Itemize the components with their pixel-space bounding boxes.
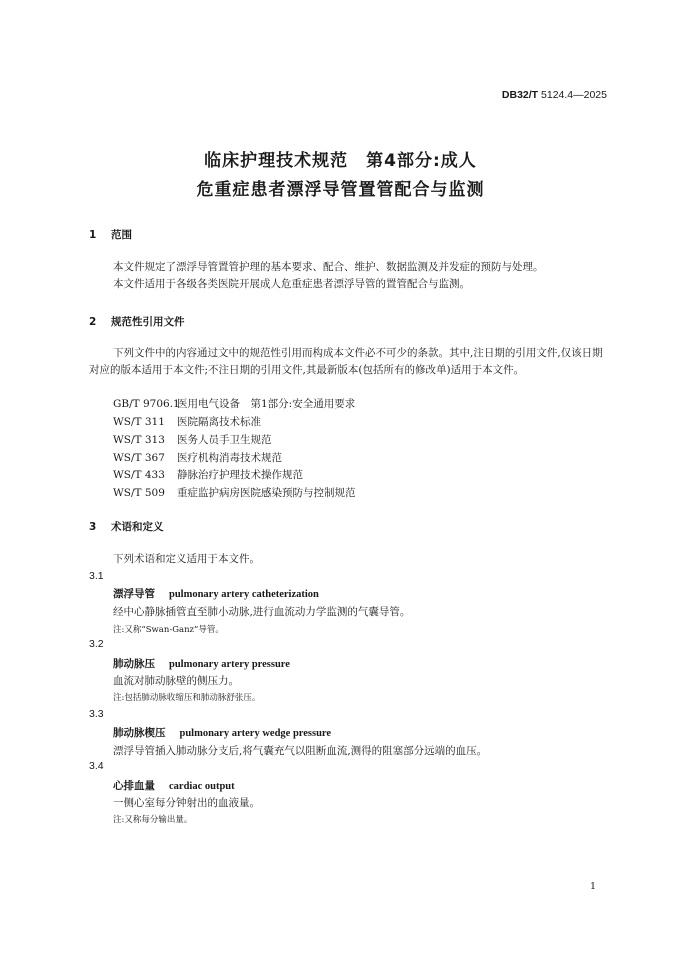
- reference-title: 医院隔离技术标准: [177, 416, 261, 428]
- standard-number: 5124.4—2025: [541, 89, 607, 101]
- section-number: 3: [89, 521, 97, 533]
- reference-item: [113, 396, 355, 411]
- section-number: 1: [89, 229, 97, 241]
- reference-item: [113, 450, 282, 465]
- term-heading: [113, 778, 235, 793]
- term-number: 3.1: [89, 570, 104, 582]
- term-note: 注:又称“Swan-Ganz”导管。: [113, 625, 224, 635]
- term-definition: 经中心静脉插管直至肺小动脉,进行血流动力学监测的气囊导管。: [113, 606, 411, 618]
- section-number: 2: [89, 316, 97, 328]
- section-2-heading: [89, 314, 185, 329]
- reference-title: 静脉治疗护理技术操作规范: [177, 469, 303, 481]
- section-title: 术语和定义: [111, 521, 164, 533]
- section-3-intro: 下列术语和定义适用于本文件。: [113, 553, 260, 565]
- reference-code: WS/T 311: [113, 416, 165, 428]
- reference-code: WS/T 367: [113, 452, 165, 464]
- term-definition: 一侧心室每分钟射出的血液量。: [113, 797, 260, 809]
- standard-code: [502, 89, 607, 101]
- reference-item: [113, 467, 303, 482]
- term-en: pulmonary artery pressure: [169, 659, 290, 670]
- reference-code: WS/T 313: [113, 434, 165, 446]
- term-number: 3.2: [89, 638, 104, 650]
- term-en: cardiac output: [169, 781, 235, 792]
- reference-title: 医疗机构消毒技术规范: [177, 452, 282, 464]
- term-zh: 肺动脉压: [113, 658, 155, 670]
- section-2-paragraph: 下列文件中的内容通过文中的规范性引用而构成本文件必不可少的条款。其中,注日期的引用文件,仅该日期对应的版本适用于本文件;不注日期的引用文件,其最新版本(包括所有的修改单)适用于本文件。: [89, 347, 603, 376]
- term-definition: 血流对肺动脉壁的侧压力。: [113, 675, 239, 687]
- term-zh: 肺动脉楔压: [113, 727, 166, 739]
- term-heading: [113, 656, 290, 671]
- term-zh: 漂浮导管: [113, 588, 155, 600]
- term-note: 注:又称每分输出量。: [113, 815, 193, 825]
- reference-title: 医用电气设备 第1部分:安全通用要求: [177, 398, 356, 410]
- reference-item: [113, 485, 356, 500]
- term-en: pulmonary artery catheterization: [169, 589, 319, 600]
- term-heading: [113, 725, 331, 740]
- term-number: 3.3: [89, 708, 104, 720]
- page-number: 1: [589, 881, 596, 892]
- section-3-heading: [89, 519, 164, 534]
- reference-title: 重症监护病房医院感染预防与控制规范: [177, 487, 356, 499]
- document-title-line2: 危重症患者漂浮导管置管配合与监测: [196, 180, 485, 200]
- term-heading: [113, 586, 319, 601]
- document-title-line1: 临床护理技术规范 第4部分:成人: [204, 151, 477, 171]
- section-1-paragraph-1: 本文件规定了漂浮导管置管护理的基本要求、配合、维护、数据监测及并发症的预防与处理。: [113, 261, 544, 273]
- reference-item: [113, 432, 272, 447]
- reference-code: WS/T 509: [113, 487, 165, 499]
- section-1-heading: [89, 227, 132, 242]
- section-title: 范围: [111, 229, 132, 241]
- reference-code: GB/T 9706.1: [113, 398, 180, 410]
- term-number: 3.4: [89, 760, 104, 772]
- term-zh: 心排血量: [113, 780, 155, 792]
- reference-title: 医务人员手卫生规范: [177, 434, 272, 446]
- term-definition: 漂浮导管插入肺动脉分支后,将气囊充气以阻断血流,测得的阻塞部分远端的血压。: [113, 745, 488, 757]
- term-en: pulmonary artery wedge pressure: [179, 728, 332, 739]
- section-1-paragraph-2: 本文件适用于各级各类医院开展成人危重症患者漂浮导管的置管配合与监测。: [113, 278, 470, 290]
- reference-item: [113, 414, 261, 429]
- section-title: 规范性引用文件: [111, 316, 185, 328]
- reference-code: WS/T 433: [113, 469, 165, 481]
- term-note: 注:包括肺动脉收缩压和肺动脉舒张压。: [113, 693, 261, 703]
- standard-prefix: DB32/T: [501, 89, 539, 101]
